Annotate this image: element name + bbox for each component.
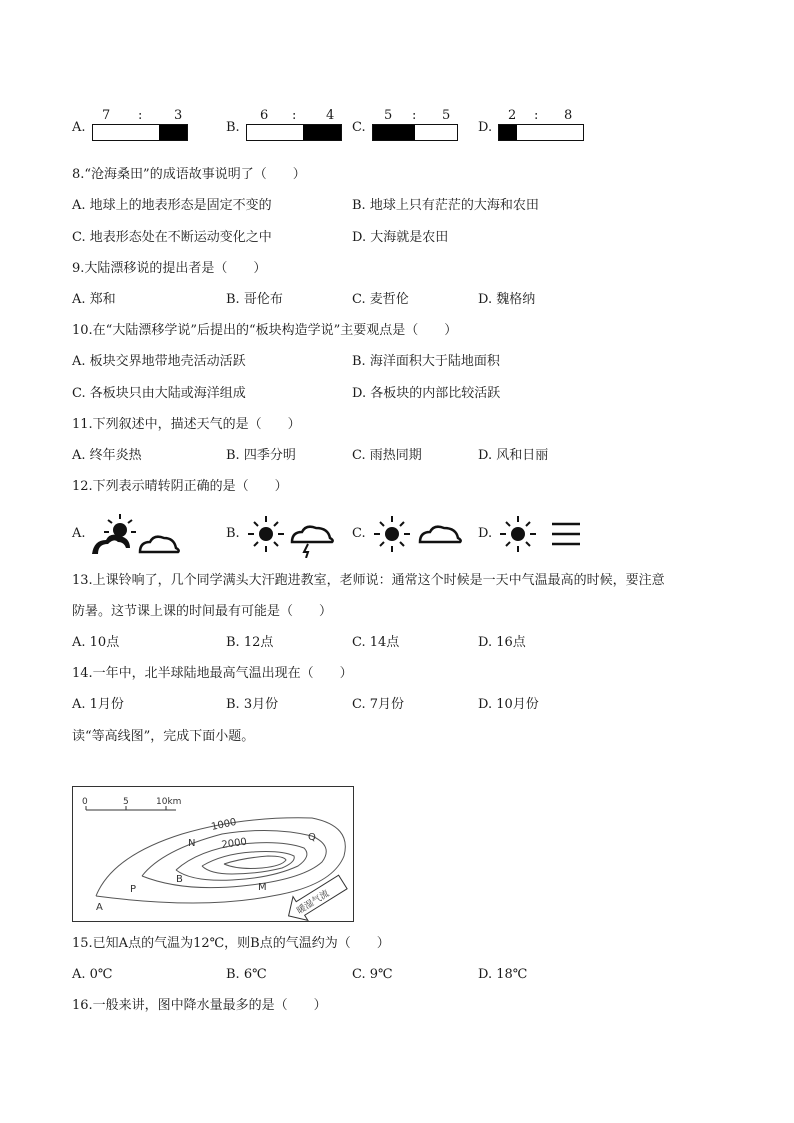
q9-option-d[interactable]: D. 魏格纳 — [478, 292, 536, 307]
contour-map — [72, 786, 354, 922]
question-11-stem: 11.下列叙述中，描述天气的是（ ） — [72, 417, 301, 432]
question-15-stem: 15.已知A点的气温为12℃，则B点的气温约为（ ） — [72, 936, 390, 951]
ratio-sep: : — [534, 108, 539, 123]
reading-prompt: 读“等高线图”，完成下面小题。 — [72, 729, 255, 744]
question-8-stem: 8.“沧海桑田”的成语故事说明了（ ） — [72, 167, 306, 182]
q7-option-a — [72, 108, 192, 144]
q13-option-a[interactable]: A. 10点 — [72, 635, 120, 650]
scale-label-10km: 10km — [156, 797, 182, 807]
sun-to-fog-icon — [496, 510, 592, 558]
q15-option-a[interactable]: A. 0℃ — [72, 967, 113, 982]
ratio-sep: : — [412, 108, 417, 123]
q10-option-d[interactable]: D. 各板块的内部比较活跃 — [352, 386, 501, 401]
q9-option-b[interactable]: B. 哥伦布 — [226, 292, 283, 307]
scale-label-5: 5 — [123, 797, 129, 807]
q9-option-c[interactable]: C. 麦哲伦 — [352, 292, 409, 307]
question-10-stem: 10.在“大陆漂移学说”后提出的“板块构造学说”主要观点是（ ） — [72, 323, 458, 338]
q8-option-d[interactable]: D. 大海就是农田 — [352, 230, 449, 245]
ratio-bar — [246, 124, 342, 141]
q9-option-a[interactable]: A. 郑和 — [72, 292, 116, 307]
q8-option-c[interactable]: C. 地表形态处在不断运动变化之中 — [72, 230, 272, 245]
ratio-sep: : — [292, 108, 297, 123]
point-p: P — [130, 884, 137, 895]
q10-option-b[interactable]: B. 海洋面积大于陆地面积 — [352, 354, 500, 369]
q8-option-b[interactable]: B. 地球上只有茫茫的大海和农田 — [352, 198, 539, 213]
ratio-bar — [92, 124, 188, 141]
q12-option-d[interactable]: D. — [478, 526, 493, 541]
sun-behind-cloud-to-cloud-icon — [88, 510, 188, 558]
point-a: A — [96, 902, 103, 913]
contour-label-1000: 1000 — [210, 816, 238, 833]
q14-option-d[interactable]: D. 10月份 — [478, 697, 539, 712]
q12-option-a[interactable]: A. — [72, 526, 86, 541]
q13-option-b[interactable]: B. 12点 — [226, 635, 274, 650]
option-letter: B. — [226, 120, 240, 135]
ratio-right: 5 — [442, 108, 451, 123]
q15-option-b[interactable]: B. 6℃ — [226, 967, 267, 982]
q13-option-d[interactable]: D. 16点 — [478, 635, 526, 650]
question-9-stem: 9.大陆漂移说的提出者是（ ） — [72, 261, 267, 276]
q11-option-c[interactable]: C. 雨热同期 — [352, 448, 422, 463]
ratio-left: 7 — [102, 108, 111, 123]
q7-option-b — [226, 108, 346, 144]
q11-option-d[interactable]: D. 风和日丽 — [478, 448, 549, 463]
q11-option-b[interactable]: B. 四季分明 — [226, 448, 296, 463]
q14-option-a[interactable]: A. 1月份 — [72, 697, 124, 712]
ratio-right: 8 — [564, 108, 573, 123]
q12-option-b[interactable]: B. — [226, 526, 240, 541]
ratio-bar — [498, 124, 584, 141]
q12-option-c[interactable]: C. — [352, 526, 366, 541]
airflow-label: 暖湿气流 — [295, 888, 332, 917]
question-14-stem: 14.一年中，北半球陆地最高气温出现在（ ） — [72, 666, 353, 681]
ratio-right: 4 — [326, 108, 335, 123]
contour-label-2000: 2000 — [220, 836, 248, 851]
q10-option-a[interactable]: A. 板块交界地带地壳活动活跃 — [72, 354, 246, 369]
question-13-stem-line1: 13.上课铃响了，几个同学满头大汗跑进教室，老师说：通常这个时候是一天中气温最高的时候，要注意 — [72, 573, 665, 588]
question-16-stem: 16.一般来讲，图中降水量最多的是（ ） — [72, 998, 327, 1013]
q7-option-d — [478, 108, 588, 144]
ratio-left: 5 — [384, 108, 393, 123]
q14-option-c[interactable]: C. 7月份 — [352, 697, 405, 712]
sun-to-thunderstorm-icon — [244, 510, 340, 558]
q8-option-a[interactable]: A. 地球上的地表形态是固定不变的 — [72, 198, 272, 213]
point-q: Q — [308, 832, 316, 843]
question-12-stem: 12.下列表示晴转阴正确的是（ ） — [72, 479, 288, 494]
ratio-right: 3 — [174, 108, 183, 123]
q15-option-d[interactable]: D. 18℃ — [478, 967, 528, 982]
option-letter: C. — [352, 120, 366, 135]
option-letter: A. — [72, 120, 86, 135]
point-m: M — [258, 882, 267, 893]
sun-to-cloud-icon — [370, 510, 466, 558]
ratio-sep: : — [138, 108, 143, 123]
ratio-left: 6 — [260, 108, 269, 123]
point-b: B — [176, 874, 183, 885]
ratio-bar — [372, 124, 458, 141]
q14-option-b[interactable]: B. 3月份 — [226, 697, 279, 712]
q13-option-c[interactable]: C. 14点 — [352, 635, 400, 650]
ratio-left: 2 — [508, 108, 517, 123]
question-13-stem-line2: 防暑。这节课上课的时间最有可能是（ ） — [72, 604, 333, 619]
q10-option-c[interactable]: C. 各板块只由大陆或海洋组成 — [72, 386, 246, 401]
q7-option-c — [352, 108, 462, 144]
scale-label-0: 0 — [82, 797, 88, 807]
q11-option-a[interactable]: A. 终年炎热 — [72, 448, 142, 463]
q15-option-c[interactable]: C. 9℃ — [352, 967, 393, 982]
point-n: N — [188, 838, 196, 849]
option-letter: D. — [478, 120, 493, 135]
